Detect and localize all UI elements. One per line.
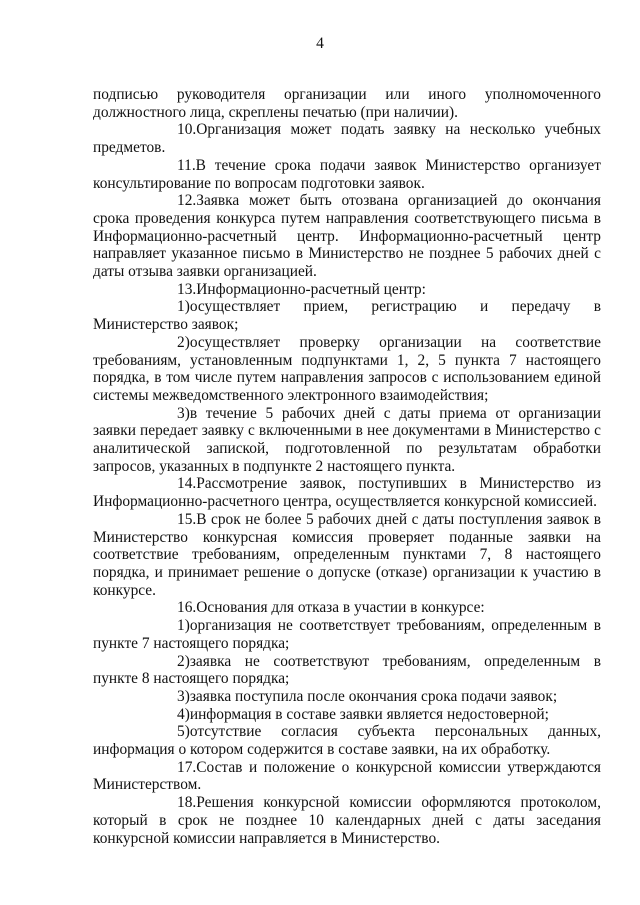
paragraph-14 <box>93 688 601 706</box>
paragraph-text: Заявка может быть отозвана организацией до окончания срока проведения конкурса путем направления соответствующего письма в Информационно-расчетный центр. Информационно-расчетный центр направляет указанное письмо в Министерство не позднее 5 рабочих дней с даты отзыва заявки организацией. <box>93 192 601 281</box>
paragraph-text: Состав и положение о конкурсной комиссии утверждаются Министерством. <box>93 758 601 794</box>
paragraph-2 <box>93 121 601 156</box>
paragraph-text: в течение 5 рабочих дней с даты приема от организации заявки передает заявку с включенными в нее документами в Министерство с аналитической запиской, подготовленной по результатам обработки запросов, указанных в подпункте 2 настоящего пункта. <box>93 404 601 475</box>
paragraph-number: 15. <box>177 510 197 528</box>
paragraph-13 <box>93 653 601 688</box>
paragraph-9 <box>93 475 601 510</box>
paragraph-number: 4) <box>177 705 190 723</box>
paragraph-text: Организация может подать заявку на несколько учебных предметов. <box>93 121 601 157</box>
paragraph-number: 11. <box>177 156 196 174</box>
paragraph-text: Решения конкурсной комиссии оформляются протоколом, который в срок не позднее 10 календарных дней с даты заседания конкурсной комиссии направляется в Министерство. <box>93 794 601 847</box>
paragraph-text: информация в составе заявки является недостоверной; <box>189 705 549 723</box>
paragraph-5 <box>93 281 601 299</box>
paragraph-number: 10. <box>177 121 197 139</box>
paragraph-18 <box>93 794 601 847</box>
paragraph-15 <box>93 706 601 724</box>
paragraph-number: 14. <box>177 475 197 493</box>
document-body <box>93 86 601 847</box>
paragraph-7 <box>93 334 601 405</box>
paragraph-4 <box>93 192 601 281</box>
paragraph-text: Рассмотрение заявок, поступивших в Министерство из Информационно-расчетного центра, осуществляется конкурсной комиссией. <box>93 475 601 511</box>
paragraph-text: осуществляет прием, регистрацию и передачу в Министерство заявок; <box>93 298 601 334</box>
paragraph-10 <box>93 511 601 600</box>
paragraph-17 <box>93 759 601 794</box>
paragraph-text: Информационно-расчетный центр: <box>196 280 426 298</box>
paragraph-6 <box>93 298 601 333</box>
paragraph-text: В течение срока подачи заявок Министерство организует консультирование по вопросам подготовки заявок. <box>93 156 601 192</box>
paragraph-number: 3) <box>177 687 190 705</box>
paragraph-number: 16. <box>177 599 197 617</box>
page-number: 4 <box>316 35 324 52</box>
paragraph-text: Основания для отказа в участии в конкурсе: <box>196 599 485 617</box>
paragraph-text: организация не соответствует требованиям, определенным в пункте 7 настоящего порядка; <box>93 617 601 652</box>
paragraph-11 <box>93 599 601 617</box>
paragraph-text: отсутствие согласия субъекта персональных данных, информация о котором содержится в составе заявки, на их обработку. <box>93 723 601 759</box>
paragraph-text: заявка не соответствуют требованиям, определенным в пункте 8 настоящего порядка; <box>93 652 601 688</box>
paragraph-number: 17. <box>177 758 197 776</box>
paragraph-number: 3) <box>177 404 190 422</box>
paragraph-number: 1) <box>177 298 190 316</box>
paragraph-number: 2) <box>177 652 190 670</box>
paragraph-3 <box>93 157 601 192</box>
paragraph-16 <box>93 723 601 758</box>
paragraph-text: заявка поступила после окончания срока подачи заявок; <box>189 687 558 705</box>
paragraph-number: 1) <box>177 617 190 635</box>
paragraph-number: 5) <box>177 723 190 741</box>
paragraph-1 <box>93 86 601 121</box>
paragraph-number: 12. <box>177 192 197 210</box>
paragraph-12 <box>93 617 601 652</box>
paragraph-text: В срок не более 5 рабочих дней с даты поступления заявок в Министерство конкурсная комиссия проверяет поданные заявки на соответствие требованиям, определенным пунктами 7, 8 настоящего порядка, и принимает решение о допуске (отказе) организации к участию в конкурсе. <box>93 510 601 599</box>
paragraph-8 <box>93 405 601 476</box>
paragraph-number: 2) <box>177 333 190 351</box>
paragraph-text: подписью руководителя организации или иного уполномоченного должностного лица, скреплены печатью (при наличии). <box>93 86 601 121</box>
paragraph-text: осуществляет проверку организации на соответствие требованиям, установленным подпунктами 1, 2, 5 пункта 7 настоящего порядка, в том числе путем направления запросов с использованием единой системы межведомственного электронного взаимодействия; <box>93 333 601 404</box>
paragraph-number: 18. <box>177 794 197 812</box>
paragraph-number: 13. <box>177 280 197 298</box>
